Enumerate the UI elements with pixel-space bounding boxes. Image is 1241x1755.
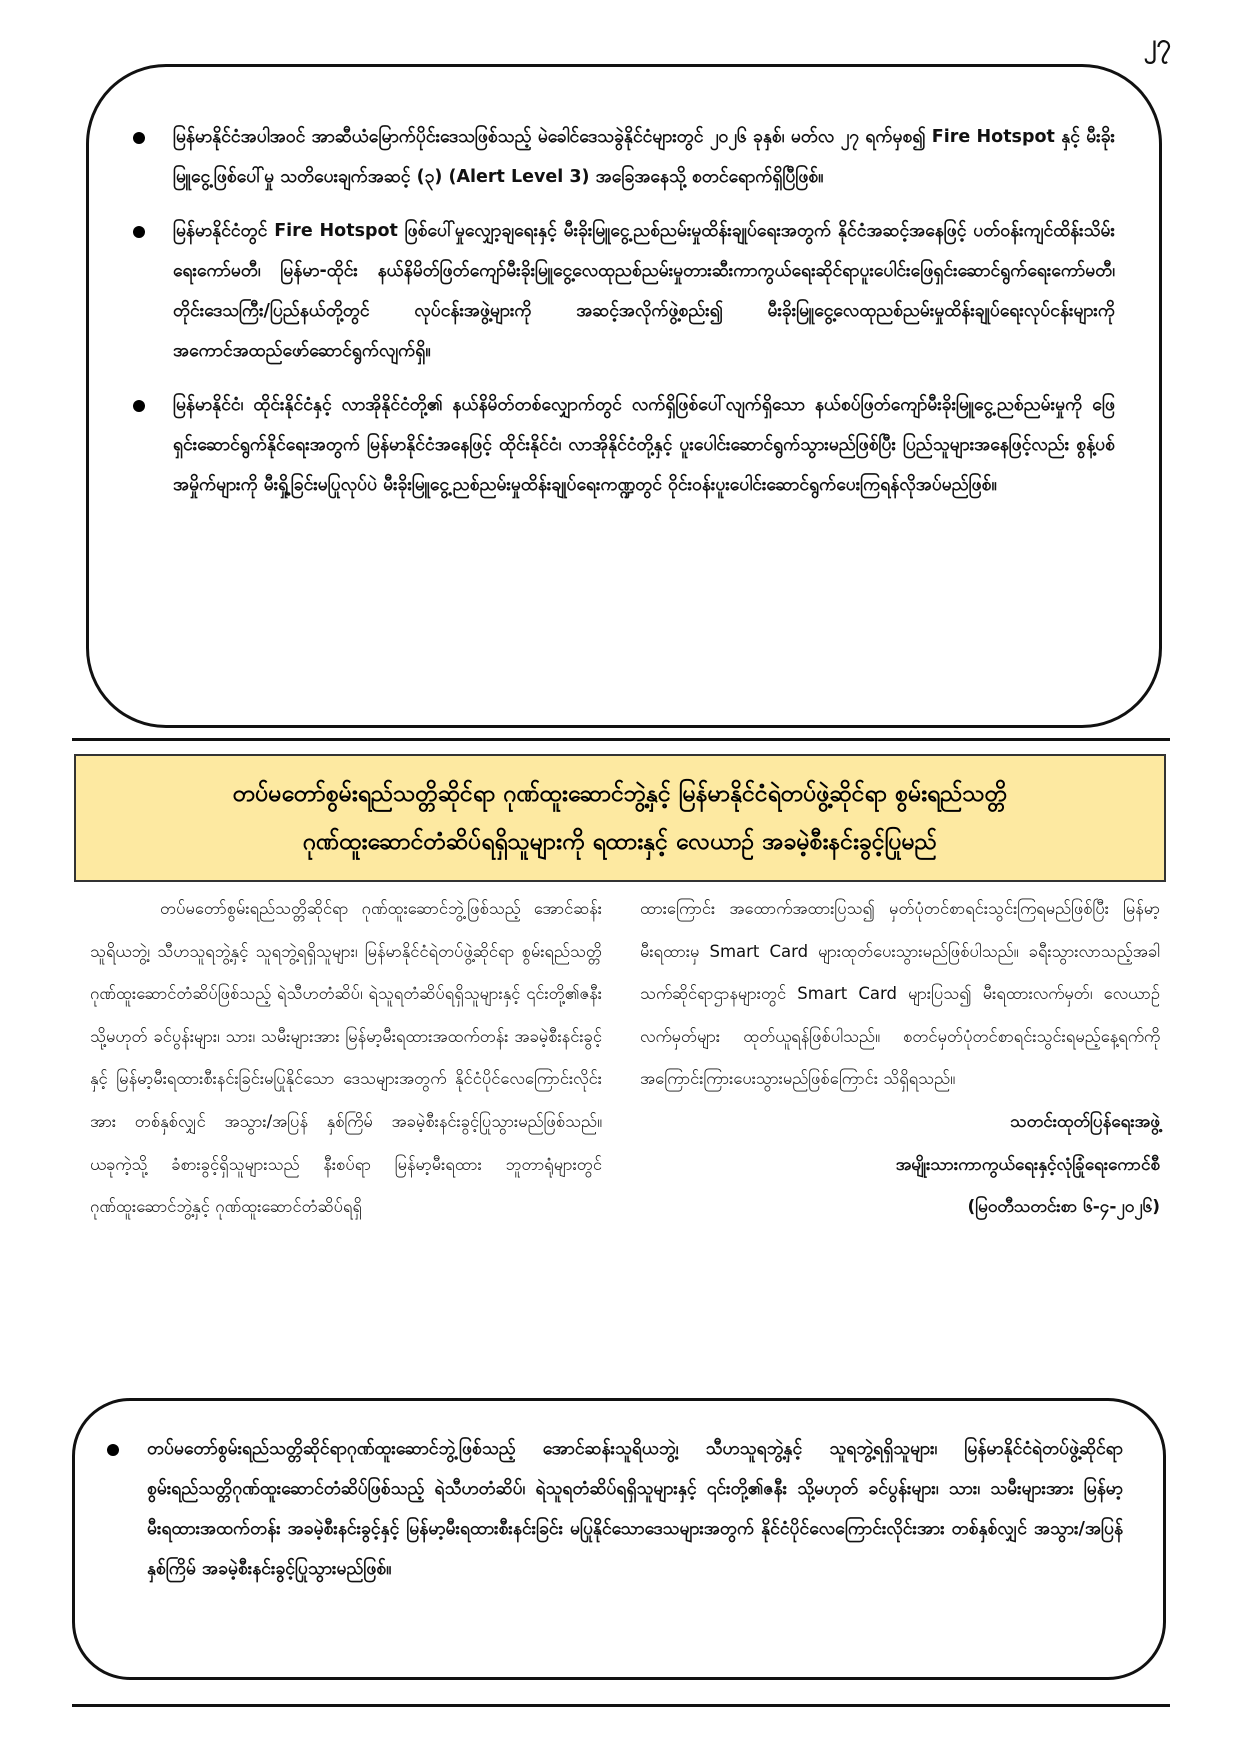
headline-line: ဂုဏ်ထူးဆောင်တံဆိပ်ရရှိသူများကို ရထားနှင့် လေယာဉ် အခမဲ့စီးနင်းခွင့်ပြုမည် [303,829,937,855]
summary-box-top [86,64,1162,728]
article-paragraph: ထားကြောင်း အထောက်အထားပြသ၍ မှတ်ပုံတင်စာရင်းသွင်းကြရမည်ဖြစ်ပြီး မြန်မာ့မီးရထားမှ Smart Card များထုတ်ပေးသွားမည်ဖြစ်ပါသည်။ ခရီးသွားလာသည့်အခါ သက်ဆိုင်ရာဌာနများတွင် Smart Card များပြသ၍ မီးရထားလက်မှတ်၊ လေယာဉ်လက်မှတ်များ ထုတ်ယူရန်ဖြစ်ပါသည်။ စတင်မှတ်ပုံတင်စာရင်းသွင်းရမည့်နေ့ရက်ကို အကြောင်းကြားပေးသွားမည်ဖြစ်ကြောင်း သိရှိရသည်။ [640,899,1160,1089]
bullet-item: မြန်မာနိုင်ငံတွင် Fire Hotspot ဖြစ်ပေါ်မှုလျှော့ချရေးနှင့် မီးခိုးမြူငွေ့ညစ်ညမ်းမှုထိန်းချုပ်ရေးအတွက် နိုင်ငံအဆင့်အနေဖြင့် ပတ်ဝန်းကျင်ထိန်းသိမ်းရေးကော်မတီ၊ မြန်မာ-ထိုင်း နယ်နိမိတ်ဖြတ်ကျော်မီးခိုးမြူငွေ့လေထုညစ်ညမ်းမှုတားဆီးကာကွယ်ရေးဆိုင်ရာပူးပေါင်းဖြေရှင်းဆောင်ရွက်ရေးကော်မတီ၊ တိုင်းဒေသကြီး/ပြည်နယ်တို့တွင် လုပ်ငန်းအဖွဲ့များကို အဆင့်အလိုက်ဖွဲ့စည်း၍ မီးခိုးမြူငွေ့လေထုညစ်ညမ်းမှုထိန်းချုပ်ရေးလုပ်ငန်းများကို အကောင်အထည်ဖော်ဆောင်ရွက်လျက်ရှိ။ [129,211,1115,371]
page-number: ၂၇ [1143,29,1171,59]
bullet-item: တပ်မတော်စွမ်းရည်သတ္တိဆိုင်ရာဂုဏ်ထူးဆောင်ဘွဲ့ဖြစ်သည့် အောင်ဆန်းသူရိယဘွဲ့၊ သီဟသူရဘွဲ့နှင့် သူရဘွဲ့ရရှိသူများ၊ မြန်မာနိုင်ငံရဲတပ်ဖွဲ့ဆိုင်ရာ စွမ်းရည်သတ္တိဂုဏ်ထူးဆောင်တံဆိပ်ဖြစ်သည့် ရဲသီဟတံဆိပ်၊ ရဲသူရတံဆိပ်ရရှိသူများနှင့် ၎င်းတို့၏ဇနီး သို့မဟုတ် ခင်ပွန်းများ၊ သား၊ သမီးများအား မြန်မာ့မီးရထားအထက်တန်း အခမဲ့စီးနင်းခွင့်နှင့် မြန်မာ့မီးရထားစီးနင်းခြင်း မပြုနိုင်သောဒေသများအတွက် နိုင်ငံပိုင်လေကြောင်းလိုင်းအား တစ်နှစ်လျှင် အသွား/အပြန် နှစ်ကြိမ် အခမဲ့စီးနင်းခွင့်ပြုသွားမည်ဖြစ်။ [103,1429,1123,1589]
bullet-list [129,117,1115,505]
signature-source: (မြဝတီသတင်းစာ ၆-၄-၂၀၂၆) [967,1197,1160,1218]
divider [72,738,1170,741]
bullet-item: မြန်မာနိုင်ငံအပါအဝင် အာဆီယံမြောက်ပိုင်းဒေသဖြစ်သည့် မဲခေါင်ဒေသခွဲနိုင်ငံများတွင် ၂၀၂၆ ခုနှစ်၊ မတ်လ ၂၇ ရက်မှစ၍ Fire Hotspot နှင့် မီးခိုးမြူငွေ့ဖြစ်ပေါ်မှု သတိပေးချက်အဆင့် (၃) (Alert Level 3) အခြေအနေသို့ စတင်ရောက်ရှိပြီဖြစ်။ [129,117,1115,197]
bullet-item: မြန်မာနိုင်ငံ၊ ထိုင်းနိုင်ငံနှင့် လာအိုနိုင်ငံတို့၏ နယ်နိမိတ်တစ်လျှောက်တွင် လက်ရှိဖြစ်ပေါ်လျက်ရှိသော နယ်စပ်ဖြတ်ကျော်မီးခိုးမြူငွေ့ညစ်ညမ်းမှုကို ဖြေရှင်းဆောင်ရွက်နိုင်ရေးအတွက် မြန်မာနိုင်ငံအနေဖြင့် ထိုင်းနိုင်ငံ၊ လာအိုနိုင်ငံတို့နှင့် ပူးပေါင်းဆောင်ရွက်သွားမည်ဖြစ်ပြီး ပြည်သူများအနေဖြင့်လည်း စွန့်ပစ်အမှိုက်များကို မီးရှို့ခြင်းမပြုလုပ်ပဲ မီးခိုးမြူငွေ့ညစ်ညမ်းမှုထိန်းချုပ်ရေးကဏ္ဍတွင် ဝိုင်းဝန်းပူးပေါင်းဆောင်ရွက်ပေးကြရန်လိုအပ်မည်ဖြစ်။ [129,385,1115,505]
signature-line: သတင်းထုတ်ပြန်ရေးအဖွဲ့ [1010,1111,1160,1132]
divider [72,1704,1170,1707]
signature-line: အမျိုးသားကာကွယ်ရေးနှင့်လုံခြုံရေးကောင်စီ [895,1154,1160,1175]
headline-line: တပ်မတော်စွမ်းရည်သတ္တိဆိုင်ရာ ဂုဏ်ထူးဆောင်ဘွဲ့နှင့် မြန်မာနိုင်ငံရဲတပ်ဖွဲ့ဆိုင်ရာ စွမ်းရည်သတ္တိ [232,781,1008,807]
bullet-list [103,1429,1123,1589]
article-headline [74,754,1166,882]
article-column-right [640,888,1160,1229]
summary-box-bottom [72,1398,1166,1680]
article-column-left: တပ်မတော်စွမ်းရည်သတ္တိဆိုင်ရာ ဂုဏ်ထူးဆောင်ဘွဲ့ဖြစ်သည့် အောင်ဆန်းသူရိယဘွဲ့၊ သီဟသူရဘွဲ့နှင့် သူရဘွဲ့ရရှိသူများ၊ မြန်မာနိုင်ငံရဲတပ်ဖွဲ့ဆိုင်ရာ စွမ်းရည်သတ္တိဂုဏ်ထူးဆောင်တံဆိပ်ဖြစ်သည့် ရဲသီဟတံဆိပ်၊ ရဲသူရတံဆိပ်ရရှိသူများနှင့် ၎င်းတို့၏ဇနီး သို့မဟုတ် ခင်ပွန်းများ၊ သား၊ သမီးများအား မြန်မာ့မီးရထားအထက်တန်း အခမဲ့စီးနင်းခွင့်နှင့် မြန်မာ့မီးရထားစီးနင်းခြင်းမပြုနိုင်သော ဒေသများအတွက် နိုင်ငံပိုင်လေကြောင်းလိုင်းအား တစ်နှစ်လျှင် အသွား/အပြန် နှစ်ကြိမ် အခမဲ့စီးနင်းခွင့်ပြုသွားမည်ဖြစ်သည်။ ယခုကဲ့သို့ ခံစားခွင့်ရှိသူများသည် နီးစပ်ရာ မြန်မာ့မီးရထား ဘူတာရုံများတွင် ဂုဏ်ထူးဆောင်ဘွဲ့နှင့် ဂုဏ်ထူးဆောင်တံဆိပ်ရရှိ [90,899,602,1217]
